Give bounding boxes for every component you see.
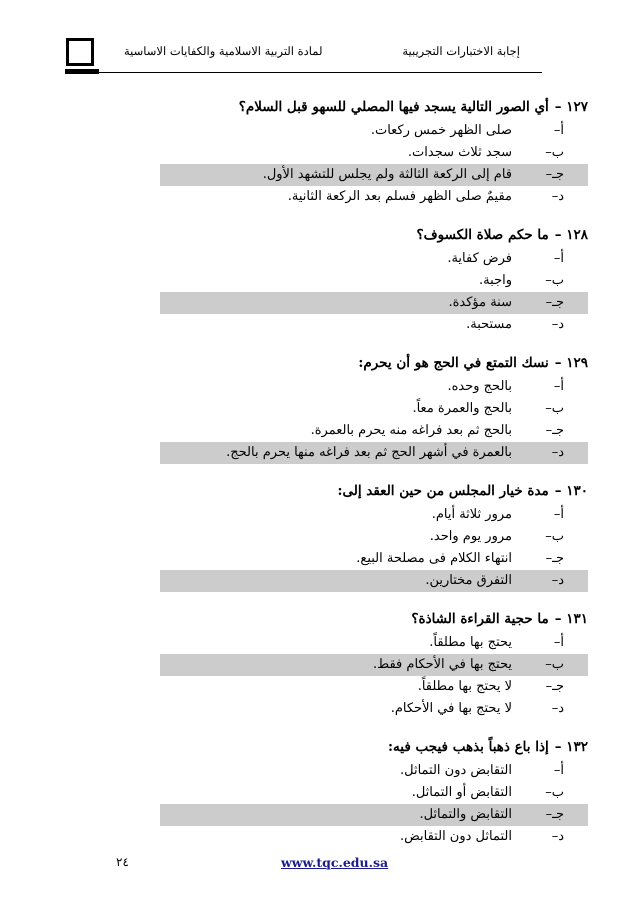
question-title (160, 607, 588, 632)
header-subtitle: لمادة التربية الاسلامية والكفايات الاساسية (124, 44, 323, 58)
option-letter: ب– (545, 657, 564, 672)
questions-list (160, 95, 588, 863)
question-text: ما حجية القراءة الشاذة؟ (411, 611, 549, 627)
question-number: ١٣٠ – (554, 483, 588, 499)
option-text: يحتج بها مطلقاً. (429, 635, 512, 650)
option-text: بالحج والعمرة معاً. (412, 401, 512, 416)
option-letter: د– (551, 573, 564, 588)
option-text: لا يحتج بها في الأحكام. (390, 701, 512, 716)
question-title (160, 223, 588, 248)
option-letter: د– (551, 317, 564, 332)
header-title: إجابة الاختبارات التجريبية (402, 44, 520, 58)
option-text: سنة مؤكدة. (448, 295, 512, 310)
answer-option (160, 760, 588, 782)
option-text: التقابض دون التماثل. (399, 763, 512, 778)
option-text: مرور ثلاثة أيام. (431, 507, 512, 522)
option-text: انتهاء الكلام فى مصلحة البيع. (356, 551, 512, 566)
page-number: ٢٤ (116, 855, 129, 869)
option-text: بالعمرة في أشهر الحج ثم بعد فراغه منها يحرم بالحج. (226, 445, 512, 460)
option-text: صلى الظهر خمس ركعات. (370, 123, 512, 138)
question-text: نسك التمتع في الحج هو أن يحرم: (358, 355, 549, 371)
option-letter: د– (551, 445, 564, 460)
answer-option (160, 186, 588, 208)
question-title (160, 95, 588, 120)
option-text: التفرق مختارين. (425, 573, 512, 588)
answer-option (160, 826, 588, 848)
option-text: مقيمٌ صلى الظهر فسلم بعد الركعة الثانية. (287, 189, 512, 204)
question-block (160, 95, 588, 208)
question-block (160, 351, 588, 464)
option-letter: أ– (553, 123, 564, 138)
answer-option (160, 698, 588, 720)
page-header (66, 38, 542, 73)
answer-option (160, 548, 588, 570)
question-title (160, 479, 588, 504)
option-letter: ب– (545, 273, 564, 288)
answer-option-correct (160, 164, 588, 186)
answer-option (160, 504, 588, 526)
question-number: ١٣٢ – (554, 739, 588, 755)
option-text: بالحج وحده. (447, 379, 512, 394)
answer-option (160, 782, 588, 804)
answer-option (160, 632, 588, 654)
answer-option-correct (160, 292, 588, 314)
answer-option (160, 398, 588, 420)
option-letter: جـ– (545, 679, 564, 694)
footer-url-link[interactable]: www.tqc.edu.sa (281, 855, 389, 870)
question-number: ١٢٩ – (554, 355, 588, 371)
option-text: مرور يوم واحد. (429, 529, 512, 544)
answer-option (160, 420, 588, 442)
header-box-icon (66, 38, 94, 66)
question-title (160, 735, 588, 760)
answer-option (160, 248, 588, 270)
option-letter: ب– (545, 529, 564, 544)
answer-option-correct (160, 804, 588, 826)
option-text: قام إلى الركعة الثالثة ولم يجلس للتشهد الأول. (262, 167, 512, 182)
option-text: بالحج ثم بعد فراغه منه يحرم بالعمرة. (310, 423, 512, 438)
option-letter: د– (551, 701, 564, 716)
question-block (160, 479, 588, 592)
answer-option (160, 120, 588, 142)
option-text: واجبة. (479, 273, 512, 288)
option-letter: ب– (545, 401, 564, 416)
option-letter: أ– (553, 635, 564, 650)
question-text: ما حكم صلاة الكسوف؟ (416, 227, 549, 243)
option-letter: جـ– (545, 423, 564, 438)
question-number: ١٢٨ – (554, 227, 588, 243)
option-text: يحتج بها في الأحكام فقط. (373, 657, 512, 672)
option-text: سجد ثلاث سجدات. (407, 145, 512, 160)
option-letter: جـ– (545, 167, 564, 182)
option-letter: أ– (553, 507, 564, 522)
question-number: ١٣١ – (554, 611, 588, 627)
question-title (160, 351, 588, 376)
option-letter: ب– (545, 145, 564, 160)
option-text: لا يحتج بها مطلقاً. (417, 679, 512, 694)
option-letter: جـ– (545, 295, 564, 310)
option-text: التماثل دون التقابض. (399, 829, 512, 844)
question-number: ١٢٧ – (554, 99, 588, 115)
option-letter: أ– (553, 763, 564, 778)
option-letter: د– (551, 189, 564, 204)
answer-option (160, 676, 588, 698)
option-text: التقابض أو التماثل. (411, 785, 512, 800)
question-text: إذا باع ذهباً بذهب فيجب فيه: (388, 739, 549, 755)
option-letter: جـ– (545, 807, 564, 822)
answer-option (160, 142, 588, 164)
answer-option (160, 526, 588, 548)
answer-option-correct (160, 654, 588, 676)
option-letter: أ– (553, 251, 564, 266)
option-text: فرض كفاية. (447, 251, 512, 266)
question-block (160, 735, 588, 848)
question-text: مدة خيار المجلس من حين العقد إلى: (337, 483, 549, 499)
question-block (160, 607, 588, 720)
answer-option (160, 270, 588, 292)
option-letter: د– (551, 829, 564, 844)
question-block (160, 223, 588, 336)
option-letter: أ– (553, 379, 564, 394)
option-letter: جـ– (545, 551, 564, 566)
option-text: التقابض والتماثل. (419, 807, 512, 822)
answer-option-correct (160, 570, 588, 592)
answer-option (160, 376, 588, 398)
answer-option (160, 314, 588, 336)
option-text: مستحبة. (466, 317, 512, 332)
option-letter: ب– (545, 785, 564, 800)
answer-option-correct (160, 442, 588, 464)
question-text: أي الصور التالية يسجد فيها المصلي للسهو قبل السلام؟ (238, 99, 549, 115)
